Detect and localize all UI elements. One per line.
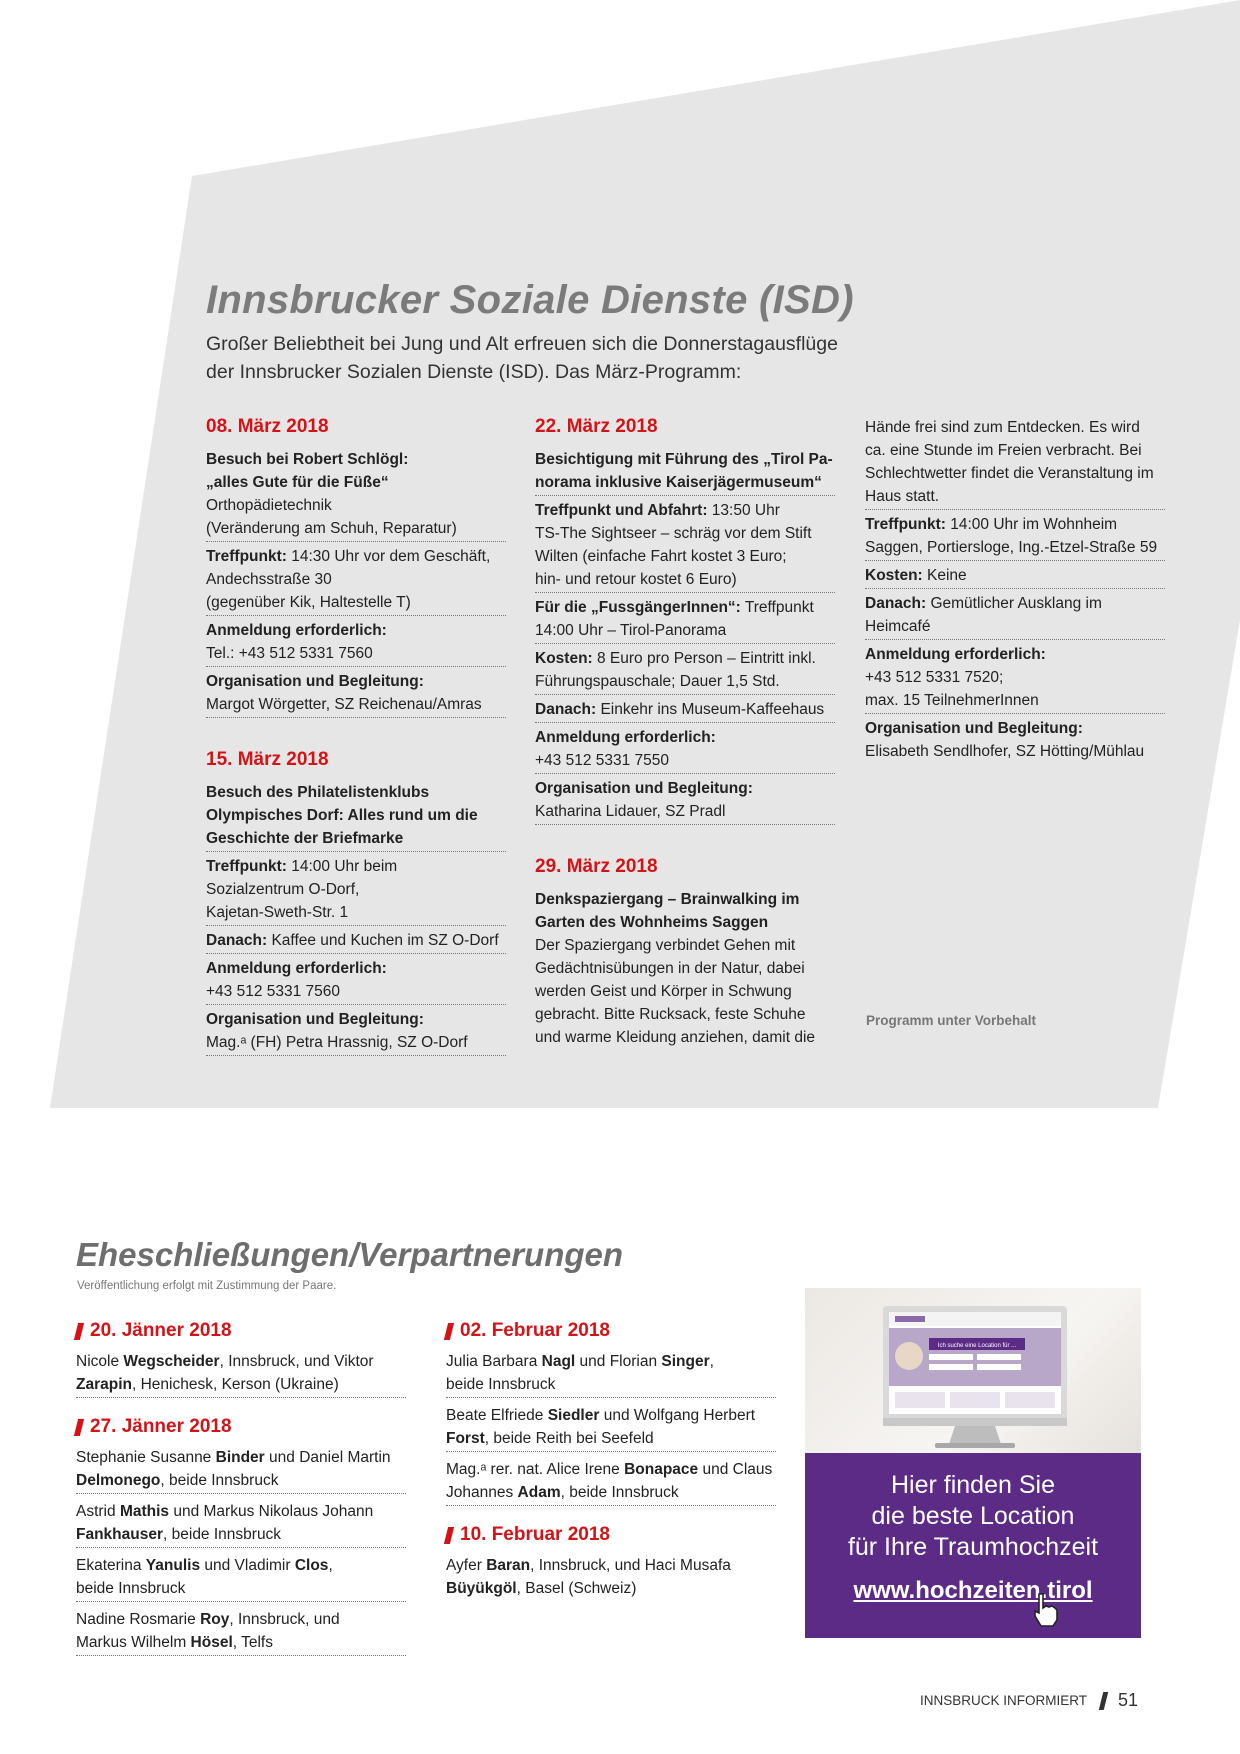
event-meeting-point: Treffpunkt: 14:00 Uhr im Wohnheim Saggen, Portiersloge, Ing.-Etzel-Straße 59: [865, 513, 1165, 561]
marriage-entry: Ekaterina Yanulis und Vladimir Clos, beide Innsbruck: [76, 1554, 406, 1602]
footer-slash-icon: [1099, 1692, 1108, 1710]
isd-heading: Innsbrucker Soziale Dienste (ISD): [206, 278, 854, 322]
page-footer: [920, 1690, 1138, 1711]
marriage-entry: Nicole Wegscheider, Innsbruck, und Viktor Zarapin, Henichesk, Kerson (Ukraine): [76, 1350, 406, 1398]
program-note: Programm unter Vorbehalt: [866, 1013, 1037, 1028]
marriages-column-1: [76, 1318, 406, 1662]
marriage-entry: Stephanie Susanne Binder und Daniel Martin Delmonego, beide Innsbruck: [76, 1446, 406, 1494]
event-registration: Anmeldung erforderlich: +43 512 5331 7560: [206, 957, 506, 1005]
marriage-entry: Julia Barbara Nagl und Florian Singer, beide Innsbruck: [446, 1350, 776, 1398]
event-after: Danach: Einkehr ins Museum-Kaffeehaus: [535, 698, 835, 723]
event-date: 15. März 2018: [206, 749, 329, 770]
event-title: Besuch des Philatelistenklubs Olympisches Dorf: Alles rund um die Geschichte der Briefmarke: [206, 781, 506, 852]
wedding-location-ad[interactable]: [805, 1288, 1141, 1638]
ad-slogan: Hier finden Sie die beste Location für Ihre Traumhochzeit: [847, 1471, 1099, 1561]
marriage-date: 10. Februar 2018: [446, 1522, 776, 1548]
slash-marker-icon: [74, 1323, 84, 1340]
isd-column-2: [535, 414, 835, 1049]
ad-image-area: [805, 1288, 1141, 1453]
marriage-date: 02. Februar 2018: [446, 1318, 776, 1344]
event-title: Besichtigung mit Führung des „Tirol Pa- norama inklusive Kaiserjägermuseum“: [535, 448, 835, 496]
hand-cursor-icon: [1029, 1590, 1063, 1630]
marriage-entry: Beate Elfriede Siedler und Wolfgang Herbert Forst, beide Reith bei Seefeld: [446, 1404, 776, 1452]
event-title: Besuch bei Robert Schlögl: „alles Gute für die Füße“ Orthopädietechnik (Veränderung am Schuh, Reparatur): [206, 448, 506, 542]
event-registration: Anmeldung erforderlich: +43 512 5331 7520; max. 15 TeilnehmerInnen: [865, 643, 1165, 714]
event-date: 29. März 2018: [535, 856, 658, 877]
event-date: 08. März 2018: [206, 416, 329, 437]
event-cost: Kosten: 8 Euro pro Person – Eintritt inkl. Führungspauschale; Dauer 1,5 Std.: [535, 647, 835, 695]
page-number: 51: [1117, 1690, 1138, 1710]
marriage-entry: Ayfer Baran, Innsbruck, und Haci Musafa Büyükgöl, Basel (Schweiz): [446, 1557, 731, 1597]
marriage-entry: Mag.ᵃ rer. nat. Alice Irene Bonapace und Claus Johannes Adam, beide Innsbruck: [446, 1458, 776, 1506]
event-organisation: Organisation und Begleitung: Margot Wörgetter, SZ Reichenau/Amras: [206, 670, 506, 718]
ad-url-link[interactable]: www.hochzeiten.tirol: [853, 1577, 1093, 1604]
event-meeting-point: Treffpunkt und Abfahrt: 13:50 Uhr TS-The Sightseer – schräg vor dem Stift Wilten (einfache Fahrt kostet 3 Euro; hin- und retour kostet 6 Euro): [535, 499, 835, 593]
marriage-entry: Nadine Rosmarie Roy, Innsbruck, und Markus Wilhelm Hösel, Telfs: [76, 1608, 406, 1656]
marriage-entry: Astrid Mathis und Markus Nikolaus Johann Fankhauser, beide Innsbruck: [76, 1500, 406, 1548]
isd-intro: Großer Beliebtheit bei Jung und Alt erfreuen sich die Donnerstagausflüge der Innsbrucker Sozialen Dienste (ISD). Das März-Programm:: [206, 333, 838, 383]
event-organisation: Organisation und Begleitung: Katharina Lidauer, SZ Pradl: [535, 777, 835, 825]
event-organisation: Organisation und Begleitung: Mag.ᵃ (FH) Petra Hrassnig, SZ O-Dorf: [206, 1008, 506, 1056]
event-walkers: Für die „FussgängerInnen“: Treffpunkt 14:00 Uhr – Tirol-Panorama: [535, 596, 835, 644]
isd-column-3: [865, 416, 1165, 763]
event-title: Denkspaziergang – Brainwalking im Garten des Wohnheims Saggen: [535, 891, 800, 931]
svg-text:Ich suche eine Location für ..: Ich suche eine Location für ...: [937, 1343, 1017, 1349]
event-description: Der Spaziergang verbindet Gehen mit Gedächtnisübungen in der Natur, dabei werden Geist und Körper in Schwung gebracht. Bitte Rucksack, feste Schuhe und warme Kleidung anziehen, damit die: [535, 937, 816, 1046]
marriages-subtitle: Veröffentlichung erfolgt mit Zustimmung der Paare.: [77, 1280, 337, 1292]
isd-column-1: [206, 414, 506, 1059]
marriages-column-2: [446, 1318, 776, 1607]
event-registration: Anmeldung erforderlich: Tel.: +43 512 5331 7560: [206, 619, 506, 667]
event-registration: Anmeldung erforderlich: +43 512 5331 7550: [535, 726, 835, 774]
publication-name: INNSBRUCK INFORMIERT: [919, 1693, 1087, 1708]
event-date: 22. März 2018: [535, 416, 658, 437]
slash-marker-icon: [444, 1527, 454, 1544]
monitor-icon: [805, 1288, 1141, 1453]
marriage-date: 20. Jänner 2018: [76, 1318, 406, 1344]
event-meeting-point: Treffpunkt: 14:00 Uhr beim Sozialzentrum O-Dorf, Kajetan-Sweth-Str. 1: [206, 855, 506, 926]
slash-marker-icon: [74, 1419, 84, 1436]
event-meeting-point: Treffpunkt: 14:30 Uhr vor dem Geschäft, Andechsstraße 30 (gegenüber Kik, Haltestelle T): [206, 545, 506, 616]
marriages-heading: Eheschließungen/Verpartnerungen: [76, 1236, 624, 1273]
event-cost: Kosten: Keine: [865, 564, 1165, 589]
event-organisation: Organisation und Begleitung: Elisabeth Sendlhofer, SZ Hötting/Mühlau: [865, 720, 1145, 760]
event-after: Danach: Kaffee und Kuchen im SZ O-Dorf: [206, 929, 506, 954]
marriage-date: 27. Jänner 2018: [76, 1414, 406, 1440]
slash-marker-icon: [444, 1323, 454, 1340]
event-after: Danach: Gemütlicher Ausklang im Heimcafé: [865, 592, 1165, 640]
event-description-cont: Hände frei sind zum Entdecken. Es wird ca. eine Stunde im Freien verbracht. Bei Schlechtwetter findet die Veranstaltung im Haus statt.: [865, 416, 1165, 510]
